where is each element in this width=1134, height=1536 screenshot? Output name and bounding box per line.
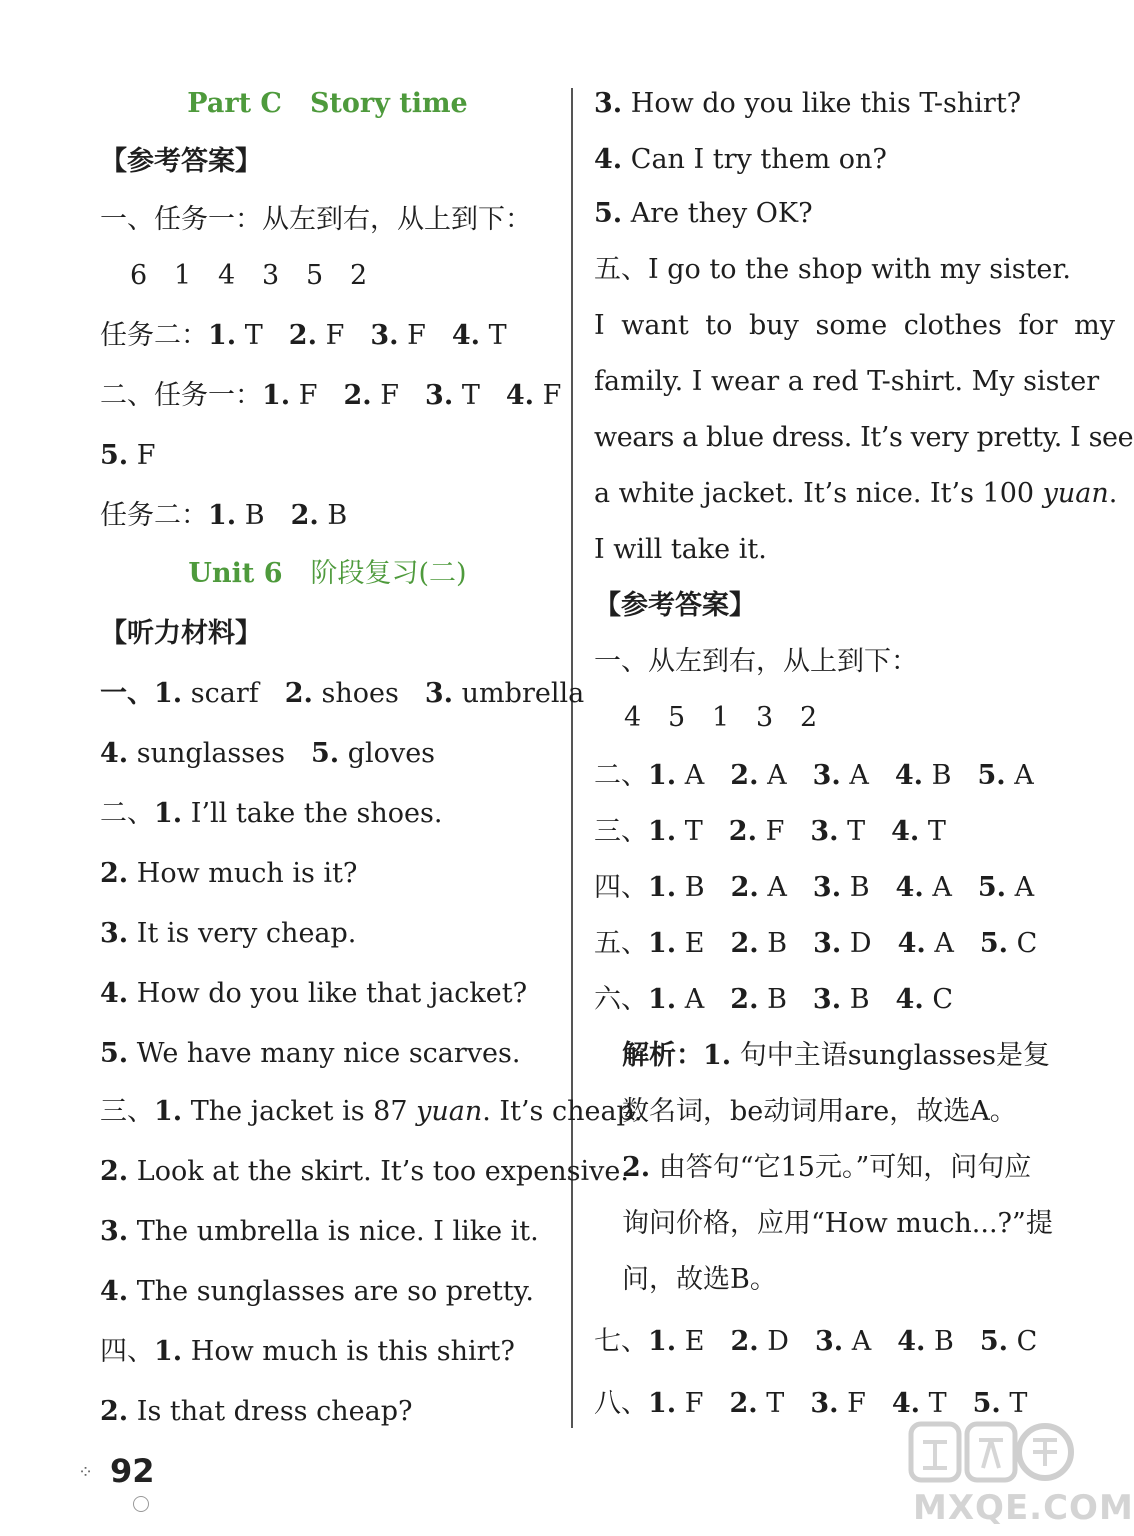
column-divider <box>571 88 573 1428</box>
explanation-line-1: 解析：1. 句中主语sunglasses是复 <box>622 1040 1050 1071</box>
answer-header: 【参考答案】 <box>100 146 262 177</box>
answers-4: 四、1. B 2. A 3. B 4. A 5. A <box>594 872 1035 903</box>
answers-3: 三、1. T 2. F 3. T 4. T <box>594 816 946 847</box>
page-number: 92 <box>110 1452 155 1490</box>
task1-order-numbers: 6 1 4 3 5 2 <box>130 260 368 291</box>
answers-1-order-numbers: 4 5 1 3 2 <box>624 702 818 733</box>
listening-s2-5: 5. We have many nice scarves. <box>100 1038 521 1069</box>
answers-1-heading: 一、从左到右，从上到下： <box>594 646 918 677</box>
watermark-badge-icon <box>905 1418 1075 1488</box>
section2-task1-answers: 二、任务一：1. F 2. F 3. T 4. F <box>100 380 562 411</box>
listening-s2-3: 3. It is very cheap. <box>100 918 357 949</box>
listening-s4-1: 四、1. How much is this shirt? <box>100 1336 515 1367</box>
listening-s2-4: 4. How do you like that jacket? <box>100 978 528 1009</box>
listening-s3-3: 3. The umbrella is nice. I like it. <box>100 1216 539 1247</box>
passage-line-2: I want to buy some clothes for my <box>594 310 1116 341</box>
listening-s1-cont: 4. sunglasses 5. gloves <box>100 738 436 769</box>
passage-line-3: family. I wear a red T-shirt. My sister <box>594 366 1100 397</box>
explanation-line-2: 数名词，be动词用are，故选A。 <box>622 1096 1017 1127</box>
listening-s4-3: 3. How do you like this T-shirt? <box>594 88 1022 119</box>
answers-5: 五、1. E 2. B 3. D 4. A 5. C <box>594 928 1038 959</box>
section2-task1-answer-5: 5. F <box>100 440 156 471</box>
listening-s3-2: 2. Look at the skirt. It’s too expensive. <box>100 1156 629 1187</box>
section2-task2-answers: 任务二：1. B 2. B <box>100 500 348 531</box>
watermark-logo <box>905 1418 1134 1528</box>
answers-6: 六、1. A 2. B 3. B 4. C <box>594 984 953 1015</box>
page-circle-icon <box>133 1496 149 1512</box>
listening-s4-4: 4. Can I try them on? <box>594 144 887 175</box>
section-title-part-c: Part C Story time <box>187 88 468 119</box>
listening-s4-5: 5. Are they OK? <box>594 198 813 229</box>
explanation-line-4: 询问价格，应用“How much...?”提 <box>622 1208 1053 1239</box>
watermark-text: MXQE.COM <box>913 1488 1134 1528</box>
listening-s3-4: 4. The sunglasses are so pretty. <box>100 1276 534 1307</box>
listening-s2-1: 二、1. I’ll take the shoes. <box>100 798 443 829</box>
task2-answers: 任务二：1. T 2. F 3. F 4. T <box>100 320 507 351</box>
explanation-line-5: 问，故选B。 <box>622 1264 777 1295</box>
unit6-title: Unit 6 阶段复习(二) <box>188 558 467 589</box>
listening-header: 【听力材料】 <box>100 618 262 649</box>
passage-line-5: a white jacket. It’s nice. It’s 100 yuan. <box>594 478 1118 509</box>
answers-7: 七、1. E 2. D 3. A 4. B 5. C <box>594 1326 1038 1357</box>
listening-s1: 一、1. scarf 2. shoes 3. umbrella <box>100 678 585 709</box>
answer-header-2: 【参考答案】 <box>594 590 756 621</box>
passage-line-1: 五、I go to the shop with my sister. <box>594 254 1071 285</box>
page-mark-icon: ⁘ <box>78 1462 94 1483</box>
passage-line-6: I will take it. <box>594 534 767 565</box>
listening-s2-2: 2. How much is it? <box>100 858 358 889</box>
answers-8: 八、1. F 2. T 3. F 4. T 5. T <box>594 1388 1028 1419</box>
passage-line-4: wears a blue dress. It’s very pretty. I see <box>594 422 1134 453</box>
listening-s4-2: 2. Is that dress cheap? <box>100 1396 413 1427</box>
task1-heading: 一、任务一：从左到右，从上到下： <box>100 204 532 235</box>
listening-s3-1: 三、1. The jacket is 87 yuan. It’s cheap. <box>100 1096 643 1127</box>
answers-2: 二、1. A 2. A 3. A 4. B 5. A <box>594 760 1034 791</box>
explanation-line-3: 2. 由答句“它15元。”可知，问句应 <box>622 1152 1032 1183</box>
